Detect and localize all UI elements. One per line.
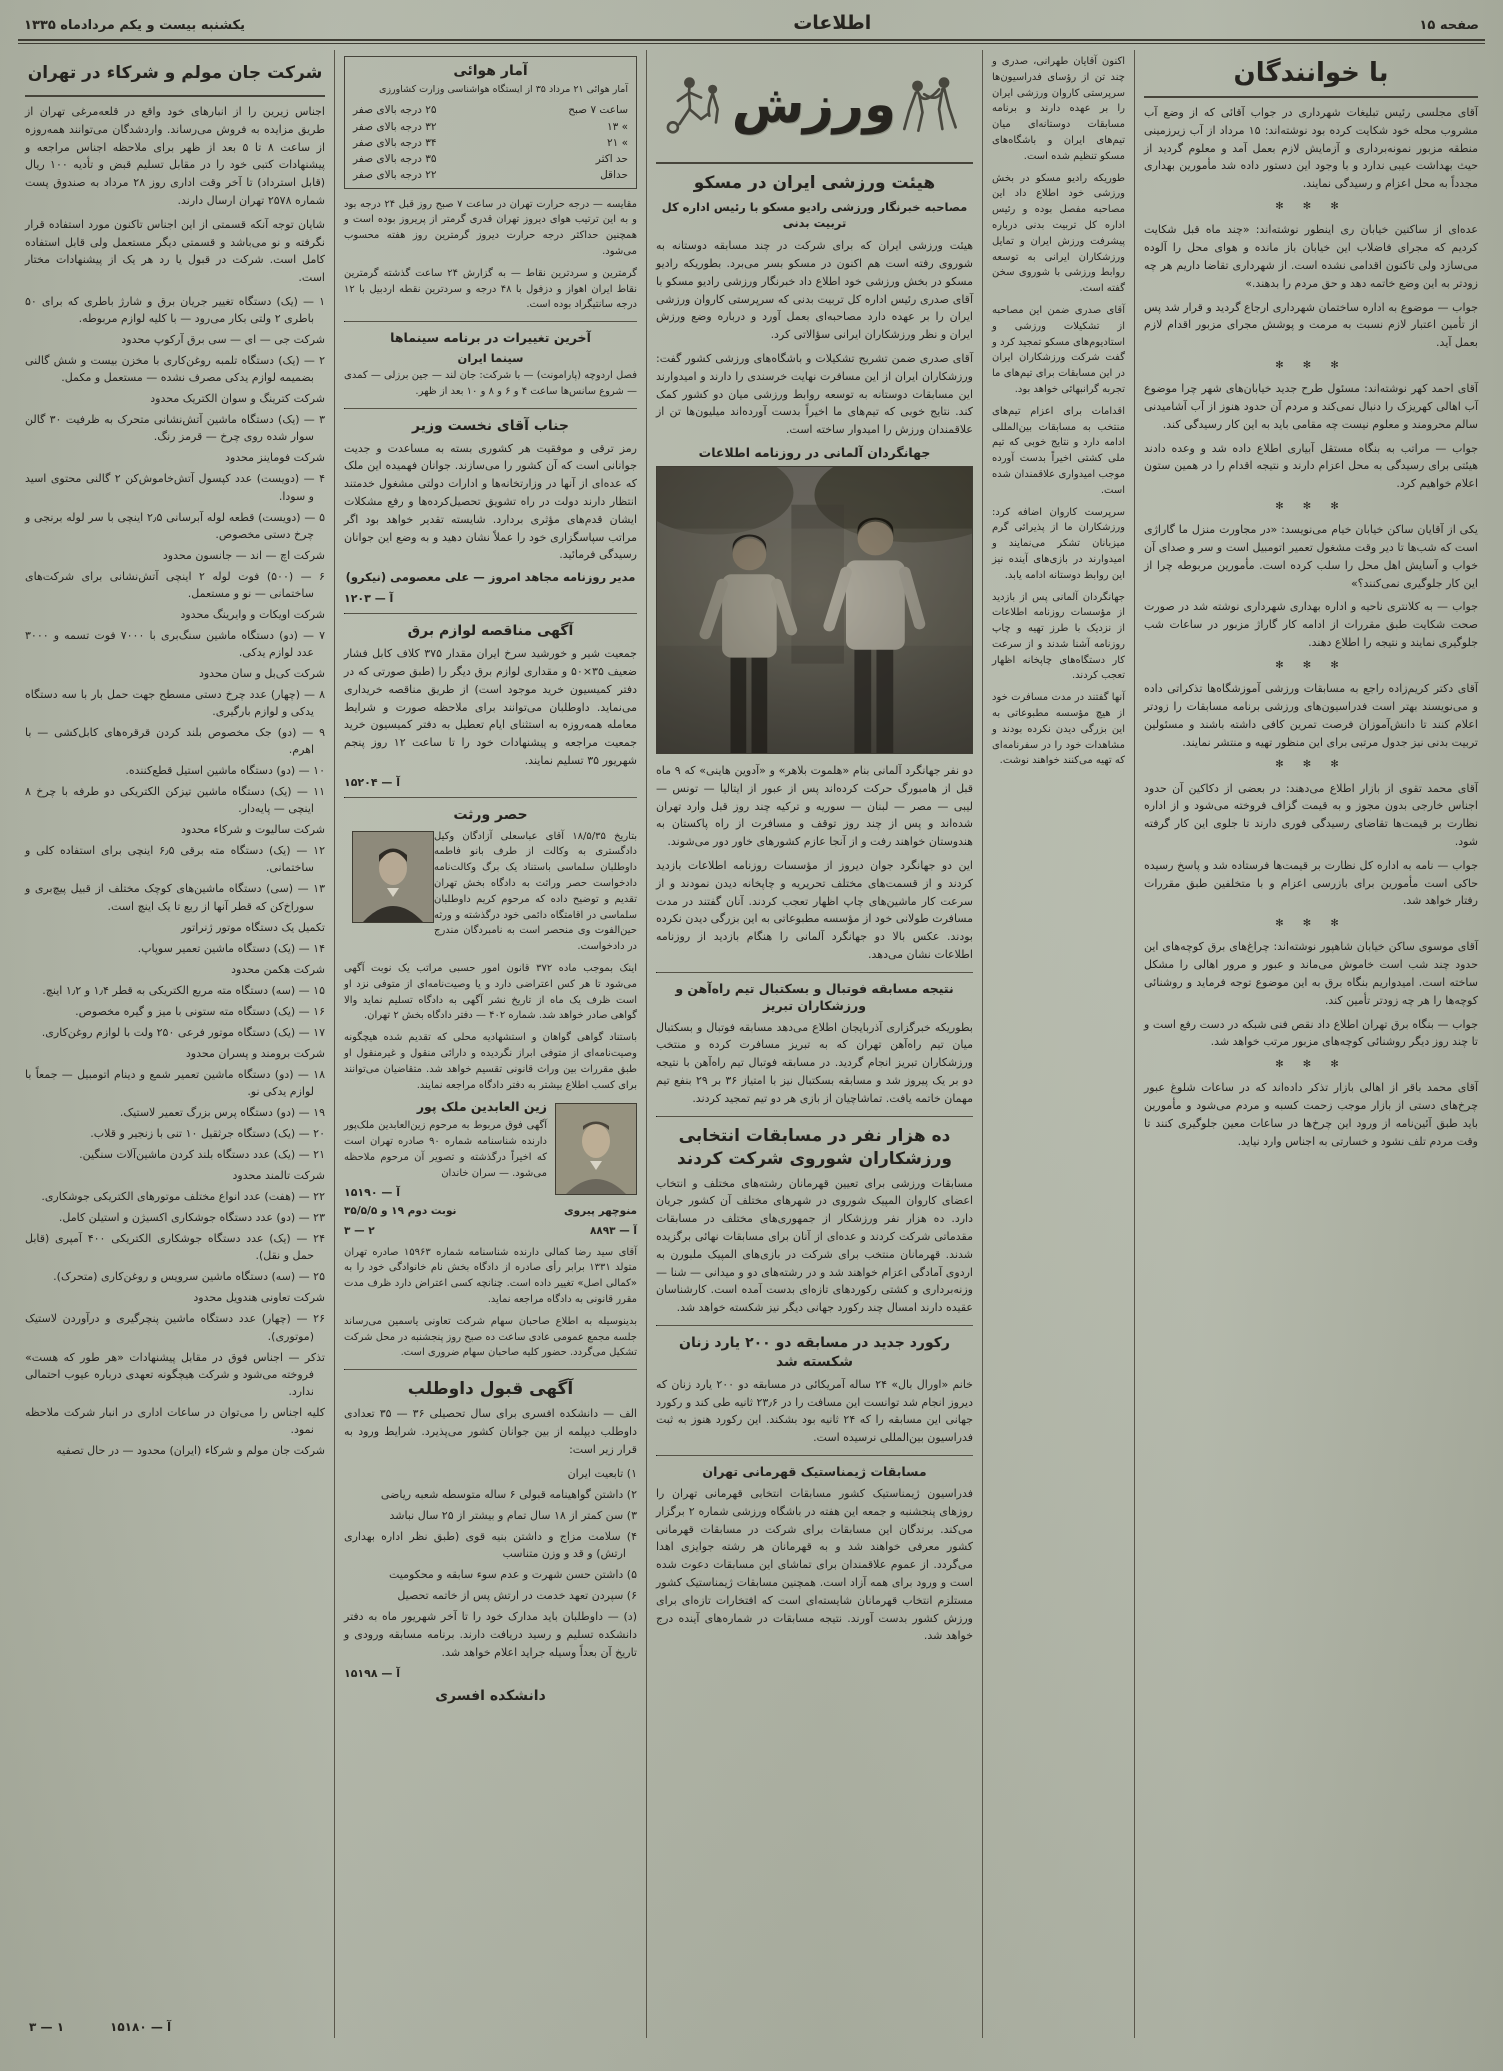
- liquidation-item: ۲ — (یک) دستگاه تلمبه روغن‌کاری با مخزن بیست و شش گالنی بضمیمه لوازم یدکی مصرف نشده — مستعمل و مکمل.: [25, 354, 325, 385]
- weather-row: [353, 135, 628, 151]
- applicants-signature: دانشکده افسری: [435, 1688, 546, 1705]
- readers-paragraph: جواب — به کلانتری ناحیه و اداره بهداری شهرداری نوشته شد در صورت صحت شکایت طبق مقررات از ادامه کار گاراژ مزبور در ساعات شب جلوگیری نمایند و نتیجه را اطلاع دهند.: [1144, 600, 1478, 650]
- applicants-item: ۳) سن کمتر از ۱۸ سال تمام و بیشتر از ۲۵ سال نباشد: [389, 1508, 637, 1522]
- pm-letter-ref: آ — ۱۲۰۳: [344, 592, 394, 606]
- notices-column: [335, 50, 647, 2038]
- readers-paragraph: یکی از آقایان ساکن خیابان خیام می‌نویسد: «در مجاورت منزل ما گاراژی است که شب‌ها تا دیر وقت مشغول تعمیر اتومبیل است و سر و صدای آن خواب و آسایش اهل محل را سلب کرده است. مأمورین مربوطه چرا از این کار جلوگیری نمی‌کنند؟»: [1144, 523, 1478, 590]
- railway-match-title: نتیجه مسابقه فوتبال و بسکتبال تیم راه‌آهن و ورزشکاران تبریز: [675, 980, 954, 1013]
- probate-nobat: ۲ — ۳: [344, 1224, 375, 1237]
- liquidation-column: [16, 50, 335, 2038]
- continuation-paragraph: سرپرست کاروان اضافه کرد: ورزشکاران ما از پذیرائی گرم میزبانان تشکر می‌نمایند و امیدوارند در بازی‌های آینده نیز این روابط دوستانه ادامه یابد.: [992, 506, 1125, 581]
- weather-row-label: » ۲۱: [606, 136, 628, 149]
- sports-banner-rule: [656, 162, 973, 164]
- readers-rule: [1144, 96, 1478, 98]
- weather-row-label: حداقل: [600, 169, 628, 182]
- readers-paragraph: ✻ ✻ ✻: [1275, 759, 1347, 771]
- masthead-page-number: صفحه ۱۵: [1419, 18, 1479, 33]
- german-tourists-title: جهانگردان آلمانی در روزنامه اطلاعات: [698, 445, 931, 461]
- liquidation-item: شرکت سالیوت و شرکاء محدود: [181, 823, 325, 837]
- probate-note-date: نوبت دوم ۱۹ و ۳۵/۵/۵: [344, 1204, 457, 1217]
- continuation-body: [992, 54, 1125, 769]
- masthead-date: یکشنبه بیست و یکم مردادماه ۱۳۳۵: [24, 18, 245, 33]
- weather-table: [353, 102, 628, 183]
- liquidation-item: تذکر — اجناس فوق در مقابل پیشنهادات «هر طور که هست» فروخته می‌شود و شرکت هیچگونه تعهدی درباره عیوب احتمالی ندارد.: [25, 1350, 325, 1398]
- liquidation-title: شرکت جان مولم و شرکاء در تهران: [27, 63, 323, 83]
- liquidation-item: ۳ — (یک) دستگاه ماشین آتش‌نشانی متحرک به ظرفیت ۳۰ گالن سوار شده روی چرخ — قرمز رنگ.: [25, 413, 325, 444]
- german-tourists-photo: [656, 466, 973, 754]
- probate-clerk-name: منوچهر پیروی: [564, 1204, 637, 1217]
- liquidation-footer: [25, 2012, 325, 2036]
- probate-meta-row: [344, 1205, 637, 1217]
- probate-ref-row: [344, 1225, 637, 1237]
- liquidation-ref: آ — ۱۵۱۸۰: [110, 2020, 172, 2034]
- liquidation-item: شرکت فوماینز محدود: [225, 451, 325, 465]
- probate-notice: [344, 829, 637, 961]
- readers-paragraph: ✻ ✻ ✻: [1275, 918, 1347, 930]
- liquidation-intro-1: اجناس زیرین را از انبارهای خود واقع در قلعه‌مرغی تهران از طریق مزایده به فروش می‌رساند. واردشدگان می‌توانند همه‌روزه از ساعت ۸ تا ۵ بعد از ظهر برای ملاحظه اجناس مراجعه و پیشنهادات کتبی خود را در مقابل تسلیم قبض و تأدیه ۱۰۰ ریال (قابل استرداد) تا آخر وقت اداری روز ۲۸ مرداد به صندوق پست شماره ۲۵۷۸ تهران ارسال دارند.: [25, 104, 325, 207]
- weather-row-label: ساعت ۷ صبح: [568, 104, 628, 117]
- readers-paragraph: جواب — مراتب به بنگاه مستقل آبیاری اطلاع داده شد و وعده دادند هیئتی برای رسیدگی به محل اعزام دارند و نتیجه اقدام را در همین ستون اعلام خواهیم کرد.: [1144, 441, 1478, 491]
- liquidation-rule: [25, 95, 325, 97]
- deceased-name: زین العابدین ملک پور: [416, 1099, 547, 1115]
- wrestlers-illustration: [896, 68, 971, 142]
- readers-title: با خوانندگان: [1233, 58, 1389, 88]
- applicants-list: [344, 1465, 637, 1604]
- liquidation-intro-2: شایان توجه آنکه قسمتی از این اجناس تاکنون مورد استفاده قرار نگرفته و نو می‌باشد و قسمتی دیگر مستعمل ولی قابل استفاده کامل است. شرکت در قبول یا رد هر یک از پیشنهادات مختار است.: [25, 217, 325, 285]
- masthead: [16, 10, 1487, 39]
- weather-row-value: ۳۲ درجه بالای صفر: [353, 120, 437, 133]
- pm-letter-signature: مدیر روزنامه مجاهد امروز — علی معصومی (نیکرو): [345, 570, 636, 585]
- probate-body-2: اینک بموجب ماده ۳۷۲ قانون امور حسبی مراتب یک نوبت آگهی می‌شود تا هر کس اعتراضی دارد و یا وصیت‌نامه‌ای از متوفی نزد او است ظرف یک ماه از تاریخ نشر آگهی به دادگاه تسلیم نماید والا گواهی صادر خواهد شد. شماره ۴۰۲ — دفتر دادگاه بخش ۲ تهران.: [344, 963, 637, 1022]
- german-tourists-body-1: دو نفر جهانگرد آلمانی بنام «هلموت بلاهر» و «آدوین هاینی» که ۹ ماه قبل از هامبورگ حرکت کرده‌اند پس از عبور از ایتالیا — تونس — لیبی — مصر — لبنان — سوریه و ترکیه چند روز قبل وارد تهران شده‌اند و پس از چند روز توقف و مسافرت از راه پاکستان به هندوستان خواهند رفت و از آنجا عازم کشورهای خاور دور می‌شوند.: [656, 763, 973, 849]
- weather-row: [353, 151, 628, 167]
- tender-title: آگهی مناقصه لوازم برق: [407, 623, 574, 640]
- applicants-item: ۲) داشتن گواهینامه قبولی ۶ ساله متوسطه شعبه ریاضی: [380, 1487, 637, 1501]
- liquidation-item: ۴ — (دویست) عدد کپسول آتش‌خاموش‌کن ۲ گالنی محتوی اسید و سودا.: [25, 472, 325, 503]
- applicants-item: ۱) تابعیت ایران: [567, 1466, 637, 1480]
- middle-divider-2: [344, 408, 637, 409]
- weather-title: آمار هوائی: [453, 63, 528, 79]
- liquidation-item: ۷ — (دو) دستگاه ماشین سنگ‌بری با ۷۰۰۰ فوت تسمه و ۳۰۰۰ عدد لوازم یدکی.: [25, 628, 325, 659]
- liquidation-item: شرکت کی‌بل و سان محدود: [198, 666, 325, 680]
- masthead-rule: [18, 39, 1485, 44]
- cinema-name: سینما ایران: [457, 351, 524, 366]
- gymnastics-title: مسابقات ژیمناستیک قهرمانی تهران: [702, 1464, 927, 1480]
- continuation-paragraph: اقدامات برای اعزام تیم‌های منتخب به مسابقات بین‌المللی ادامه دارد و نتایج خوبی که تیم ملی کشتی اخیراً بدست آورده موجب امیدواری علاقمندان شده است.: [992, 405, 1125, 496]
- liquidation-item: ۱۲ — (یک) دستگاه مته برقی ۶٫۵ اینچی برای استفاده کلی و ساختمانی.: [25, 844, 325, 875]
- readers-paragraph: جواب — موضوع به اداره ساختمان شهرداری ارجاع گردید و قرار شد پس از تأمین اعتبار لازم نسبت به مرمت و پوشش مجرای مزبور اقدام لازم بعمل آید.: [1144, 300, 1478, 350]
- cinema-title: آخرین تغییرات در برنامه سینماها: [390, 330, 591, 346]
- weather-row-value: ۳۴ درجه بالای صفر: [353, 136, 437, 149]
- weather-row-value: ۲۲ درجه بالای صفر: [353, 169, 437, 182]
- weather-row: [353, 102, 628, 118]
- record-title: رکورد جدید در مسابقه دو ۲۰۰ یارد زنان شکسته شد: [679, 1335, 950, 1370]
- sports-divider-3: [656, 1325, 973, 1326]
- liquidation-item: ۱۰ — (دو) دستگاه ماشین استیل قطع‌کننده.: [125, 764, 325, 778]
- liquidation-item: شرکت اویکات و وایرینگ محدود: [180, 607, 325, 621]
- readers-paragraph: ✻ ✻ ✻: [1275, 1059, 1347, 1071]
- liquidation-item: ۱۹ — (دو) دستگاه پرس بزرگ تعمیر لاستیک.: [119, 1105, 325, 1119]
- readers-paragraph: آقای مجلسی رئیس تبلیغات شهرداری در جواب آقائی که از وضع آب مشروب محله خود شکایت کرده بود نوشته‌اند: ۱۵ مرداد از آب زیرزمینی منطقه مزبور نمونه‌برداری و آزمایش لازم بعمل آمد و معلوم گردید از حیث بهداشت عیبی ندارد و با وجود این دستور داده شد مأمورین بهداری مجدداً به محل اعزام و رسیدگی نمایند.: [1144, 106, 1478, 191]
- liquidation-nobat: ۱ — ۳: [29, 2020, 65, 2034]
- continuation-paragraph: آنها گفتند در مدت مسافرت خود از هیچ مؤسسه مطبوعاتی به این بزرگی دیدن نکرده بودند و مشاهدات خود را در سفرنامه‌ای که تهیه می‌کنند خواهند نوشت.: [992, 692, 1125, 767]
- liquidation-item: ۶ — (۵۰۰) فوت لوله ۲ اینچی آتش‌نشانی برای شرکت‌های ساختمانی — نو و مستعمل.: [25, 569, 325, 600]
- sports-column: [647, 50, 983, 2038]
- liquidation-item: ۱۴ — (یک) دستگاه ماشین تعمیر سوپاپ.: [137, 941, 325, 955]
- weather-row-label: حد اکثر: [595, 153, 628, 166]
- readers-paragraph: جواب — نامه به اداره کل نظارت بر قیمت‌ها فرستاده شد و پاسخ رسیده حاکی است مأمورین برای بازرسی اعزام و با متخلفین طبق مقررات رفتار خواهد شد.: [1144, 858, 1478, 908]
- liquidation-item: ۲۳ — (دو) عدد دستگاه جوشکاری اکسیژن و استیلن کامل.: [58, 1211, 325, 1225]
- applicants-title: آگهی قبول داوطلب: [407, 1379, 574, 1400]
- liquidation-item: ۲۶ — (چهار) عدد دستگاه ماشین پنچرگیری و درآوردن لاستیک (موتوری).: [25, 1312, 325, 1343]
- liquidation-item: ۱۱ — (یک) دستگاه ماشین تیزکن الکتریکی دو طرفه با چرخ ۸ اینچی — پایه‌دار.: [25, 785, 325, 816]
- probate-ref: آ — ۱۵۱۹۰: [344, 1185, 401, 1199]
- liquidation-item: شرکت جان مولم و شرکاء (ایران) محدود — در حال تصفیه: [56, 1443, 325, 1457]
- readers-paragraph: ✻ ✻ ✻: [1275, 359, 1347, 371]
- pm-letter-title: جناب آقای نخست وزیر: [412, 417, 569, 434]
- applicants-ref: آ — ۱۵۱۹۸: [344, 1667, 401, 1681]
- readers-paragraph: آقای موسوی ساکن خیابان شاهپور نوشته‌اند: چراغ‌های برق کوچه‌های این حدود چند شب است خاموش می‌ماند و عبور و مرور اهالی را مشکل ساخته است. امیدواریم بنگاه برق به این موضوع توجه فرماید و روشنائی کوچه‌ها را هر چه زودتر تأمین کند.: [1144, 940, 1478, 1007]
- continuation-paragraph: طوریکه رادیو مسکو در بخش ورزشی خود اطلاع داد این مصاحبه مفصل بوده و رئیس اداره کل تربیت بدنی درباره پیشرفت ورزش ایران و تمایل ورزشکاران ایرانی به توسعه روابط ورزشی با شوروی سخن گفته است.: [992, 172, 1125, 295]
- pm-letter-body: رمز ترقی و موفقیت هر کشوری بسته به مساعدت و جدیت جوانانی است که آن کشور را می‌سازند. جوانان فهمیده این ملک که عده‌ای از آنها در وزارتخانه‌ها و ادارات دولتی مشغول خدمتند انتظار دارند دولت در راه تشویق تحصیل‌کرده‌ها و رفع مشکلات ایشان قدم‌های مؤثری بردارد. شایسته تقدیر خواهد بود اگر مراتب سپاسگزاری خود را عملاً نشان دهید و به وضع این جوانان رسیدگی فرمائید.: [344, 441, 637, 562]
- deceased-info: [344, 1099, 547, 1198]
- footballers-illustration: [658, 68, 733, 142]
- gymnastics-body: فدراسیون ژیمناستیک کشور مسابقات انتخابی قهرمانی تهران را روزهای پنجشنبه و جمعه این هفته در باشگاه ورزشی شماره ۲ برگزار می‌کند. برندگان این مسابقات برای شرکت در مسابقات قهرمانی کشور معرفی خواهند شد و به قهرمانان هر رشته جوایزی اهدا می‌گردد. از عموم علاقمندان برای تماشای این مسابقات دعوت شده است و ورود برای همه آزاد است. همچنین مسابقات ژیمناستیک کشور مستلزم انتخاب قهرمانان شایسته‌ای است که افتخارات تازه‌ای برای ورزش کشور بدست آورند. نتیجه مسابقات در شماره‌های آینده درج خواهد شد.: [656, 1486, 973, 1643]
- sports-section-title: ورزش: [730, 75, 899, 135]
- sports-divider-2: [656, 1116, 973, 1117]
- applicants-item: ۶) سپردن تعهد خدمت در ارتش پس از خاتمه تحصیل: [397, 1588, 637, 1602]
- liquidation-item: ۱۳ — (سی) دستگاه ماشین‌های کوچک مختلف از قبیل پیچ‌بری و سوراخ‌کن که قطر آنها از ربع تا یک اینچ است.: [25, 882, 325, 913]
- weather-row: [353, 167, 628, 183]
- probate-body-4: باستناد گواهی گواهان و استشهادیه محلی که تقدیم شده هیچگونه وصیت‌نامه‌ای از متوفی ابراز نگردیده و دارائی منقول و غیرمنقول او طبق مقررات بین وراث قانونی تقسیم خواهد شد. متقاضیان می‌توانند برای کسب اطلاع بیشتر به دفتر دادگاه مراجعه نمایند.: [344, 1032, 637, 1091]
- continuation-paragraph: آقای صدری ضمن این مصاحبه از تشکیلات ورزشی و استادیوم‌های مسکو تمجید کرد و گفت شرکت ورزشکاران ایران در این مسابقات برای تیم‌های ما تجربه گرانبهائی خواهد بود.: [992, 304, 1125, 395]
- deceased-caption: آگهی فوق مربوط به مرحوم زین‌العابدین ملک‌پور دارنده شناسنامه شماره ۹۰ صادره تهران است که اخیراً درگذشته و تصویر آن مرحوم ملاحظه می‌شود. — سران خاندان: [344, 1120, 548, 1179]
- deceased-block: [344, 1099, 637, 1198]
- middle-divider-5: [344, 1369, 637, 1370]
- readers-paragraph: ✻ ✻ ✻: [1275, 501, 1347, 512]
- applicants-item: ۵) داشتن حسن شهرت و عدم سوء سابقه و محکومیت: [389, 1567, 637, 1581]
- readers-paragraph: عده‌ای از ساکنین خیابان ری اینطور نوشته‌اند: «چند ماه قبل شکایت کردیم که مجرای فاضلاب این خیابان باز مانده و هوای محل را آلوده می‌سازد ولی تاکنون اقدامی نشده است. از شهرداری تقاضا داریم هر چه زودتر به این وضع خاتمه دهد و حق مردم را بدهند.»: [1144, 223, 1478, 290]
- readers-paragraph: آقای محمد باقر از اهالی بازار تذکر داده‌اند که در ساعات شلوغ عبور چرخ‌های دستی از بازار موجب زحمت کسبه و مردم می‌شود و مأمورین باید طبق آئین‌نامه از ورود این چرخ‌ها در ساعات معین جلوگیری کنند تا وقت مردم تلف نشود و خسارتی به اجناس وارد نیاید.: [1144, 1081, 1478, 1148]
- readers-paragraph: آقای دکتر کریم‌زاده راجع به مسابقات ورزشی آموزشگاه‌ها تذکراتی داده و می‌نویسند بهتر است فدراسیون‌های ورزشی برنامه مسابقات را زودتر اعلام کنند تا دانش‌آموزان فرصت تمرین کافی داشته باشند و مسئولین تربیت بدنی نیز جدول مرتبی برای این منظور تهیه و منتشر نمایند.: [1144, 682, 1478, 749]
- weather-row-value: ۳۵ درجه بالای صفر: [353, 153, 437, 166]
- liquidation-item: ۲۲ — (هفت) عدد انواع مختلف موتورهای الکتریکی جوشکاری.: [41, 1190, 325, 1204]
- tender-ref: آ — ۱۵۲۰۴: [344, 775, 401, 789]
- liquidation-item: شرکت برومند و پسران محدود: [185, 1046, 325, 1060]
- liquidation-item: ۵ — (دویست) قطعه لوله آبرسانی ۲٫۵ اینچی با سر لوله برنجی و چرخ دستی مخصوص.: [25, 510, 325, 541]
- continuation-paragraph: جهانگردان آلمانی پس از بازدید از مؤسسات روزنامه اطلاعات از نزدیک با طرز تهیه و چاپ روزنامه آشنا شدند و از سرعت کار دستگاه‌های چاپخانه اظهار تعجب کردند.: [992, 591, 1125, 682]
- liquidation-item: ۲۵ — (سه) دستگاه ماشین سرویس و روغن‌کاری (متحرک).: [53, 1270, 325, 1284]
- weather-row-value: ۲۵ درجه بالای صفر: [353, 104, 437, 117]
- readers-paragraph: جواب — بنگاه برق تهران اطلاع داد نقص فنی شبکه در دست رفع است و تا چند روز دیگر روشنائی کوچه‌های مزبور مرتب خواهد شد.: [1144, 1017, 1478, 1049]
- middle-divider-3: [344, 613, 637, 614]
- readers-paragraph: آقای محمد تقوی از بازار اطلاع می‌دهند: در بعضی از دکاکین آن حدود اجناس خارجی بدون مجوز و به قیمت گزاف فروخته می‌شود و از اداره نظارت بر قیمت‌ها تقاضای رسیدگی فوری دارند تا جلوی این کار گرفته شود.: [1144, 781, 1478, 848]
- deceased-portrait-photo: [555, 1103, 637, 1195]
- weather-box: [344, 56, 637, 189]
- readers-body: [1144, 104, 1478, 1151]
- applicants-closing: (د) — داوطلبان باید مدارک خود را تا آخر شهریور ماه به دفتر دانشکده تسلیم و رسید دریافت دارند. برنامه مسابقه ورودی و تاریخ آن بعداً وسیله جراید اعلام خواهد شد.: [344, 1609, 637, 1659]
- liquidation-item: ۸ — (چهار) عدد چرخ دستی مسطح جهت حمل بار با سه دستگاه یدکی و لوازم بارگیری.: [25, 688, 325, 719]
- liquidation-item: ۱ — (یک) دستگاه تغییر جریان برق و شارژ باطری که برای ۵۰ باطری ۲ ولتی بکار می‌رود — با کلیه لوازم مربوطه.: [25, 295, 325, 326]
- german-tourists-body-2: این دو جهانگرد جوان دیروز از مؤسسات روزنامه اطلاعات بازدید کردند و از قسمت‌های مختلف تحریریه و چاپخانه دیدن نمودند و از سرعت کار ماشین‌های چاپ اظهار تعجب کردند. آنان گفتند در مدت مسافرت طولانی خود از مؤسسه مطبوعاتی به این بزرگی دیدن نکرده بودند. عکس بالا دو جهانگرد آلمانی را هنگام بازدید از روزنامه اطلاعات نشان می‌دهد.: [656, 859, 973, 962]
- sports-lead-subtitle: مصاحبه خبرنگار ورزشی رادیو مسکو با رئیس اداره کل تربیت بدنی: [661, 199, 968, 231]
- sports-divider-1: [656, 972, 973, 973]
- weather-note-1: مقایسه — درجه حرارت تهران در ساعت ۷ صبح روز قبل ۲۴ درجه بود و به این ترتیب هوای دیروز تهران قدری گرمتر از پریروز بوده است و همچنین حداکثر درجه حرارت دیروز گرمترین روز هفته محسوب می‌شود.: [344, 198, 637, 257]
- liquidation-item: تکمیل یک دستگاه موتور ژنراتور: [181, 920, 325, 934]
- railway-match-body: بطوریکه خبرگزاری آذربایجان اطلاع می‌دهد مسابقه فوتبال و بسکتبال میان تیم راه‌آهن تهران که به تبریز مسافرت کرده و منتخب ورزشکاران تبریز انجام گردید. در مسابقه فوتبال تیم راه‌آهن با نتیجه دو بر یک پیروز شد و مسابقه بسکتبال نیز با امتیاز ۳۶ بر ۲۹ بنفع تیم مهمان خاتمه یافت. تماشاچیان از بازی هر دو تیم تمجید کردند.: [656, 1020, 973, 1105]
- liquidation-item: ۱۷ — (یک) دستگاه موتور فرعی ۲۵۰ ولت با لوازم روغن‌کاری.: [41, 1025, 325, 1039]
- liquidation-item: ۲۱ — (یک) عدد دستگاه بلند کردن ماشین‌آلات سنگین.: [79, 1148, 325, 1162]
- sports-divider-4: [656, 1455, 973, 1456]
- masthead-title: اطلاعات: [793, 12, 872, 34]
- applicants-item: ۴) سلامت مزاج و داشتن بنیه قوی (طبق نظر اداره بهداری ارتش) و قد و وزن متناسب: [344, 1529, 637, 1560]
- liquidation-item: ۱۸ — (دو) دستگاه ماشین تعمیر شمع و دینام اتومبیل — جمعاً با لوازم یدکی نو.: [25, 1067, 325, 1098]
- readers-paragraph: ✻ ✻ ✻: [1275, 659, 1347, 671]
- sports-lead-title: هیئت ورزشی ایران در مسکو: [693, 173, 936, 193]
- probate-body-1: بتاریخ ۱۸/۵/۳۵ آقای عباسعلی آزادگان وکیل دادگستری به وکالت از طرف بانو فاطمه داوطلبان سلماسی باستناد یک برگ وکالت‌نامه دادخواست حصر وراثت به دادگاه بخش تهران تقدیم و توضیح داده که مرحوم کریم داوطلبان سلماسی در اقامتگاه دائمی خود درگذشته و ورثه حین‌الفوت وی منحصر است به نامبردگان مندرج در دادخواست.: [434, 830, 638, 953]
- sports-lead-body-1: هیئت ورزشی ایران که برای شرکت در چند مسابقه دوستانه به شوروی رفته است هم اکنون در مسکو بسر می‌برد. بطوریکه رادیو مسکو در بخش ورزشی خود اطلاع داد خبرنگار ورزشی رادیو مسکو با آقای صدری رئیس اداره کل تربیت بدنی که سرپرستی کاروان ورزشی ایران را بر عهده دارد مصاحبه‌ای بعمل آورد و درباره وضع ورزش ایران و نظر ورزشکاران ایرانی سؤالاتی کرد.: [656, 239, 973, 342]
- sports-banner: [656, 54, 973, 156]
- soviet-trials-title: ده هزار نفر در مسابقات انتخابی ورزشکاران شوروی شرکت کردند: [677, 1125, 952, 1169]
- liquidation-item: شرکت تعاونی هندویل محدود: [193, 1291, 325, 1305]
- liquidation-item: شرکت هکمن محدود: [231, 962, 325, 976]
- weather-note-2: گرمترین و سردترین نقاط — به گزارش ۲۴ ساعت گذشته گرمترین نقاط ایران اهواز و دزفول با ۴۸ درجه و سردترین نقطه اردبیل با ۱۲ درجه سانتیگراد بوده است.: [344, 267, 638, 311]
- weather-row-label: » ۱۳: [606, 120, 628, 133]
- middle-divider-4: [344, 797, 637, 798]
- sports-lead-body-2: آقای صدری ضمن تشریح تشکیلات و باشگاه‌های ورزشی کشور گفت: ورزشکاران ایران از این مسافرت نهایت خرسندی را دارند و امیدوارند این مسابقات دوستانه به توسعه روابط ورزشی میان دو کشور کمک کند. نتایج خوبی که تیم‌های ما اخیراً بدست آورده‌اند میلیون‌ها تن از علاقمندان ورزش را امیدوار ساخته است.: [656, 352, 973, 437]
- probate-ref-2: آ — ۸۸۹۳: [589, 1224, 637, 1237]
- liquidation-item: ۱۵ — (سه) دستگاه مته مربع الکتریکی به قطر ۱٫۴ و ۱٫۲ اینچ.: [42, 983, 325, 997]
- columns: [16, 50, 1487, 2038]
- liquidation-item: ۲۰ — (یک) دستگاه جرثقیل ۱۰ تنی با زنجیر و قلاب.: [90, 1127, 325, 1141]
- liquidation-item: شرکت تالمند محدود: [232, 1169, 325, 1183]
- weather-row: [353, 119, 628, 135]
- applicants-intro: الف — دانشکده افسری برای سال تحصیلی ۳۶ — ۳۵ تعدادی داوطلب دیپلمه از بین جوانان کشور می‌پذیرد. شرایط ورود به قرار زیر است:: [344, 1407, 637, 1456]
- readers-paragraph: آقای احمد کهر نوشته‌اند: مسئول طرح جدید خیابان‌های شهر چرا موضوع آب اهالی کهریزک را دنبال نمی‌کند و مردم آن حدود هنوز از آب آشامیدنی سالم محرومند و معلوم نیست چه مقامی باید به این کار رسیدگی کند.: [1144, 382, 1478, 431]
- assembly-notice: بدینوسیله به اطلاع صاحبان سهام شرکت تعاونی یاسمین می‌رساند جلسه مجمع عمومی عادی ساعت ده صبح روز پنجشنبه در محل شرکت تشکیل می‌گردد. حضور کلیه صاحبان سهام ضروری است.: [344, 1315, 637, 1359]
- news-continuation-column: [983, 50, 1135, 2038]
- cinema-body: فصل اردوچه (پارامونت) — با شرکت: جان لند — جین برزلی — کمدی — شروع سانس‌ها ساعت ۴ و ۶ و ۸ و ۱۰ بعد از ظهر.: [344, 370, 637, 397]
- liquidation-item: ۱۶ — (یک) دستگاه مته ستونی با میز و گیره مخصوص.: [75, 1004, 325, 1018]
- probate-title: حصر ورثت: [453, 806, 528, 823]
- tender-body: جمعیت شیر و خورشید سرخ ایران مقدار ۳۷۵ کلاف کابل فشار ضعیف ۳۵×۵۰ و مقداری لوازم برق دیگر را (طبق صورتی که در دفتر کمیسیون خرید موجود است) از طریق مناقصه خریداری می‌نماید. داوطلبان می‌توانند برای ملاحظه صورت و شرایط معامله همه‌روزه به استثنای ایام تعطیل به دفتر کمیسیون خرید جمعیت مراجعه و پیشنهادات خود را تا ساعت ۱۲ روز پنجم شهریور ۳۵ تسلیم نمایند.: [344, 647, 638, 767]
- liquidation-item: شرکت اچ — اند — جانسون محدود: [162, 548, 325, 562]
- liquidation-item: شرکت جی — ای — سی برق آرکوپ محدود: [121, 333, 325, 347]
- continuation-paragraph: اکنون آقایان طهرانی، صدری و چند تن از رؤسای فدراسیون‌ها سرپرستی کاروان ورزشی ایران را بر عهده دارند و برنامه مسابقات دوستانه‌ای میان تیم‌های ایران و باشگاه‌های مسکو تنظیم شده است.: [992, 56, 1125, 162]
- weather-intro: آمار هوائی ۲۱ مرداد ۳۵ از ایستگاه هواشناسی وزارت کشاورزی: [379, 84, 628, 95]
- liquidation-item: ۹ — (دو) جک مخصوص بلند کردن قرقره‌های کابل‌کشی — با اهرم.: [25, 726, 325, 757]
- liquidation-item: ۲۴ — (یک) عدد دستگاه جوشکاری الکتریکی ۴۰۰ آمپری (قابل حمل و نقل).: [25, 1232, 325, 1263]
- liquidation-list: [25, 293, 325, 1463]
- middle-divider-1: [344, 321, 637, 322]
- liquidation-item: شرکت کترینگ و سوان الکتریک محدود: [150, 392, 325, 406]
- readers-paragraph: ✻ ✻ ✻: [1275, 201, 1347, 213]
- liquidation-item: کلیه اجناس را می‌توان در ساعات اداری در انبار شرکت ملاحظه نمود.: [25, 1405, 325, 1436]
- record-body: خانم «اورال بال» ۲۴ ساله آمریکائی در مسابقه دو ۲۰۰ یارد زنان که دیروز انجام شد توانست این مسافت را در ۲۳٫۶ ثانیه طی کند و رکورد جهانی این مسابقه را که ۲۴ ثانیه بود بشکند. این رکورد هنوز به ثبت فدراسیون بین‌المللی نرسیده است.: [656, 1377, 973, 1445]
- name-change-notice: آقای سید رضا کمالی دارنده شناسنامه شماره ۱۵۹۶۳ صادره تهران متولد ۱۳۳۱ برابر رأی صادره از دادگاه بخش نام خانوادگی خود را به «کمالی اصل» تغییر داده است. چنانچه کسی اعتراض دارد ظرف مدت مقرر قانونی به دادگاه مراجعه نماید.: [344, 1246, 638, 1305]
- readers-column: [1135, 50, 1487, 2038]
- lawyer-portrait-photo: [352, 831, 434, 923]
- soviet-trials-body: مسابقات ورزشی برای تعیین قهرمانان رشته‌های مختلف و انتخاب اعضای کاروان المپیک شوروی در شهرهای مختلف آن کشور جریان دارد. ده هزار نفر ورزشکار از جمهوری‌های مختلف در مسابقات مقدماتی شرکت کردند و عده‌ای از آنان برای مسابقات نهائی برگزیده شدند. قهرمانان منتخب برای شرکت در بازی‌های المپیک ملبورن به اردوی آمادگی اعزام خواهند شد و در رشته‌های دو و میدانی — شنا — وزنه‌برداری و کشتی رکوردهای تازه‌ای بدست آمده است. کارشناسان عقیده دارند امسال چند رکورد جهانی دیگر نیز شکسته خواهد شد.: [656, 1176, 973, 1315]
